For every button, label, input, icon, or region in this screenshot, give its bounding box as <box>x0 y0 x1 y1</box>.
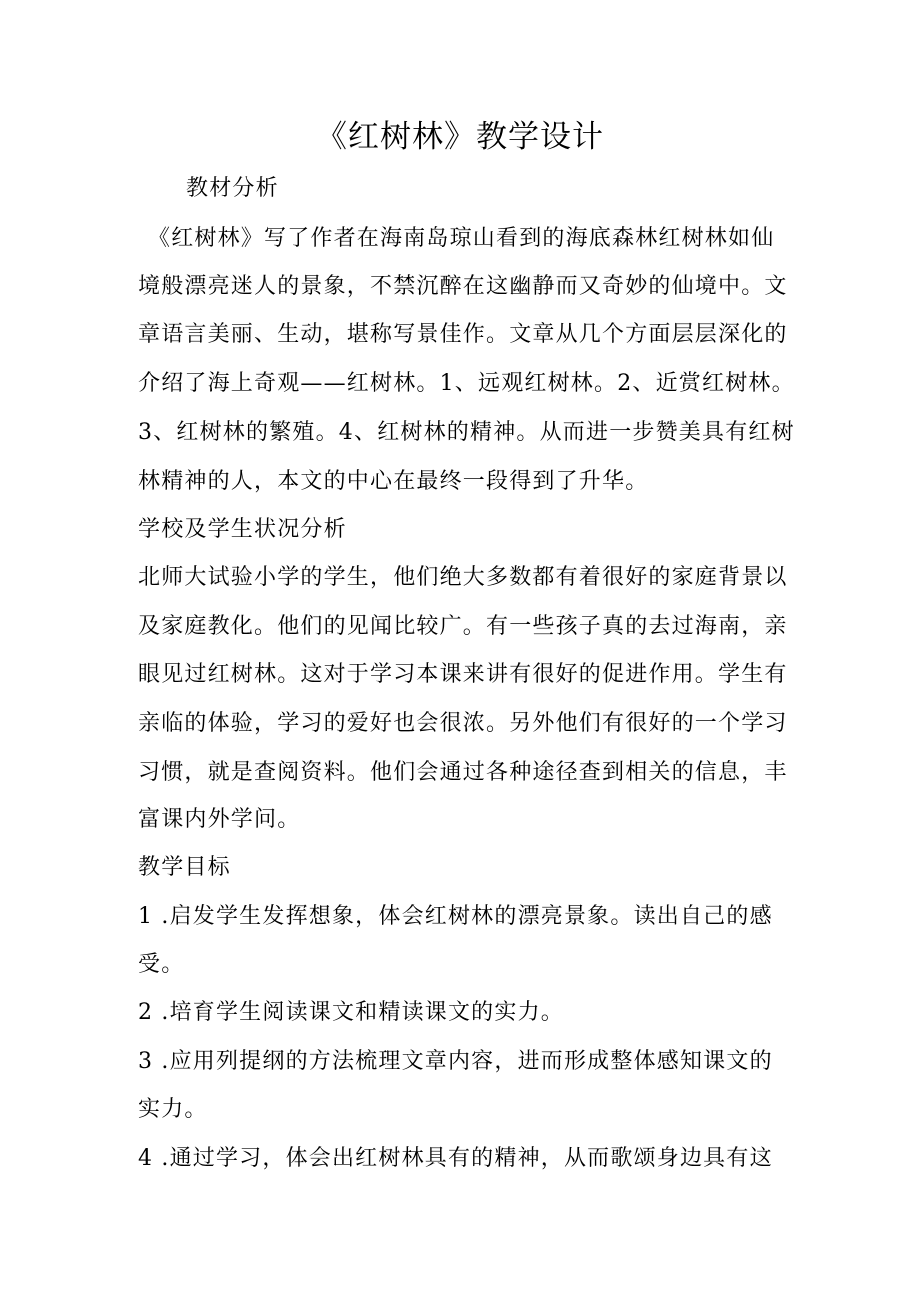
paragraph-line: 富课内外学问。 <box>138 807 301 832</box>
paragraph-line: 亲临的体验，学习的爱好也会很浓。另外他们有很好的一个学习 <box>138 711 788 736</box>
paragraph-line: 境般漂亮迷人的景象，不禁沉醉在这幽静而又奇妙的仙境中。文 <box>138 274 788 299</box>
paragraph-line: 3、红树林的繁殖。4、红树林的精神。从而进一步赞美具有红树 <box>138 420 795 445</box>
paragraph-line: 《红树林》写了作者在海南岛琼山看到的海底森林红树林如仙 <box>148 226 775 251</box>
section-heading-materials: 教材分析 <box>186 176 279 201</box>
objective-line: 实力。 <box>138 1097 208 1122</box>
paragraph-line: 眼见过红树林。这对于学习本课来讲有很好的促进作用。学生有 <box>138 662 788 687</box>
paragraph-line: 及家庭教化。他们的见闻比较广。有一些孩子真的去过海南，亲 <box>138 614 788 639</box>
paragraph-line: 习惯，就是查阅资料。他们会通过各种途径查到相关的信息，丰 <box>138 760 788 785</box>
paragraph-line: 林精神的人，本文的中心在最终一段得到了升华。 <box>138 469 649 494</box>
document-title: 《红树林》教学设计 <box>316 119 604 155</box>
objective-line: 4 .通过学习，体会出红树林具有的精神，从而歌颂身边具有这 <box>138 1146 773 1171</box>
paragraph-line: 北师大试验小学的学生，他们绝大多数都有着很好的家庭背景以 <box>138 565 788 590</box>
objective-line: 受。 <box>138 952 185 977</box>
paragraph-line: 章语言美丽、生动，堪称写景佳作。文章从几个方面层层深化的 <box>138 322 788 347</box>
objective-line: 1 .启发学生发挥想象，体会红树林的漂亮景象。读出自己的感 <box>138 904 773 929</box>
objective-line: 3 .应用列提纲的方法梳理文章内容，进而形成整体感知课文的 <box>138 1049 773 1074</box>
section-heading-objectives: 教学目标 <box>138 855 231 880</box>
paragraph-line: 介绍了海上奇观——红树林。1、远观红树林。2、近赏红树林。 <box>138 371 795 396</box>
objective-line: 2 .培育学生阅读课文和精读课文的实力。 <box>138 1000 564 1025</box>
section-heading-students: 学校及学生状况分析 <box>138 517 347 542</box>
